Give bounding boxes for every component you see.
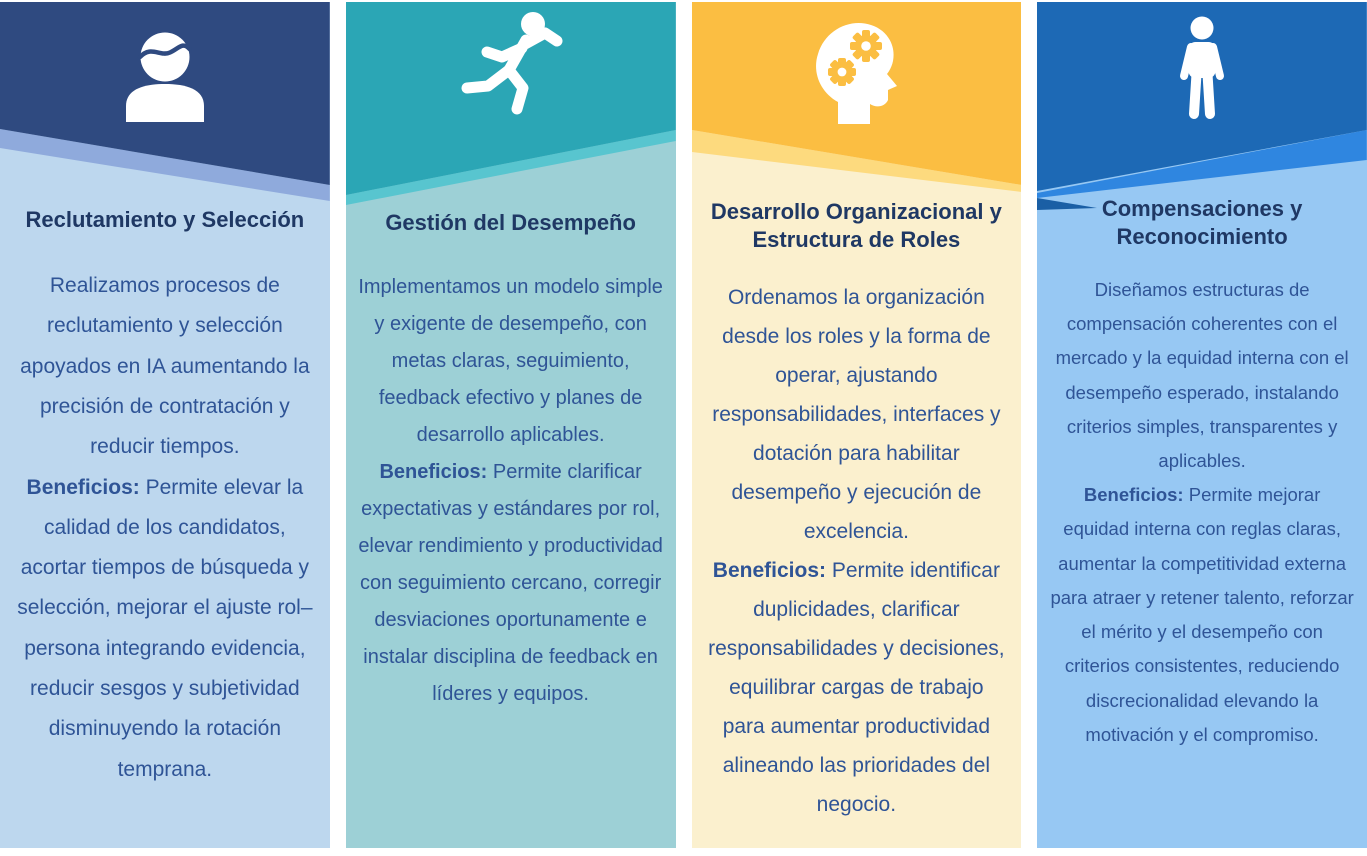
- benefits-label: Beneficios:: [712, 559, 826, 583]
- card-content: [0, 2, 330, 790]
- card-content: [346, 2, 676, 713]
- card-gestion-desempeno: [346, 2, 676, 848]
- card-title: Reclutamiento y Selección: [25, 207, 305, 232]
- card-benefits: [706, 551, 1008, 824]
- benefits-text: Permite mejorar equidad interna con reglas claras, aumentar la competitividad externa para atraer y retener talento, reforzar el mérito y el desempeño con criterios consistentes, reduciendo discrecionalidad elevando la motivación y el compromiso.: [1050, 484, 1354, 745]
- card-description: Realizamos procesos de reclutamiento y selección apoyados en IA aumentando la precisión de contratación y reducir tiempos.: [20, 273, 310, 459]
- card-benefits: [12, 468, 318, 791]
- card-compensaciones: [1037, 2, 1367, 848]
- card-description: Diseñamos estructuras de compensación coherentes con el mercado y la equidad interna con el desempeño esperado, instalando criterios simples, transparentes y aplicables.: [1055, 278, 1349, 471]
- benefits-text: Permite elevar la calidad de los candidatos, acortar tiempos de búsqueda y selección, mejorar el ajuste rol–persona integrando evidencia, reducir sesgos y subjetividad disminuyendo la rotación temprana.: [17, 475, 313, 781]
- card-row: [0, 2, 1367, 848]
- benefits-text: Permite clarificar expectativas y estándares por rol, elevar rendimiento y productividad con seguimiento cercano, corregir desviaciones oportunamente e instalar disciplina de feedback en líderes y equipos.: [358, 460, 663, 705]
- benefits-label: Beneficios:: [1083, 484, 1184, 506]
- card-title: Gestión del Desempeño: [385, 210, 636, 235]
- card-benefits: [1049, 478, 1355, 752]
- card-benefits: [358, 454, 664, 713]
- card-title: Compensaciones y Reconocimiento: [1101, 196, 1303, 249]
- card-description: Implementamos un modelo simple y exigente de desempeño, con metas claras, seguimiento, feedback efectivo y planes de desarrollo aplicables.: [358, 275, 663, 446]
- card-reclutamiento: [0, 2, 330, 848]
- benefits-text: Permite identificar duplicidades, clarificar responsabilidades y decisiones, equilibrar cargas de trabajo para aumentar productividad alineando las prioridades del negocio.: [708, 559, 1005, 817]
- card-content: [692, 2, 1022, 825]
- card-description: Ordenamos la organización desde los roles y la forma de operar, ajustando responsabilidades, interfaces y dotación para habilitar desempeño y ejecución de excelencia.: [712, 285, 1001, 544]
- card-desarrollo-organizacional: [692, 2, 1022, 848]
- card-title: Desarrollo Organizacional y Estructura de Roles: [710, 199, 1002, 252]
- benefits-label: Beneficios:: [379, 460, 488, 483]
- card-content: [1037, 2, 1367, 752]
- benefits-label: Beneficios:: [26, 475, 140, 499]
